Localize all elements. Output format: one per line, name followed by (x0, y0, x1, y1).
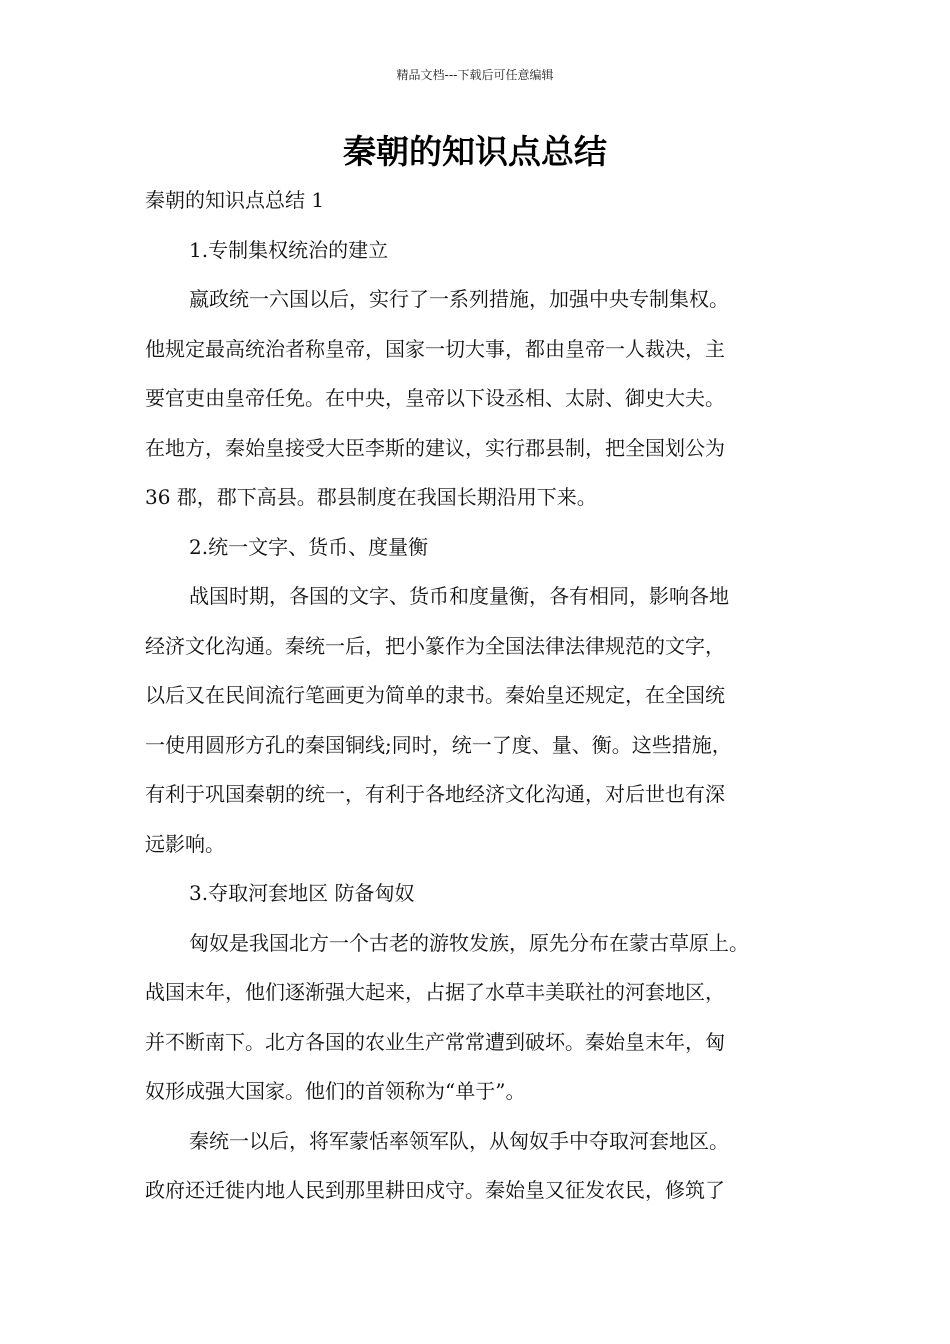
paragraph-line: 战国末年，他们逐渐强大起来，占据了水草丰美联社的河套地区， (145, 980, 725, 1004)
page-header: 精品文档---下载后可任意编辑 (396, 68, 554, 82)
paragraph-line: 匈奴是我国北方一个古老的游牧发族，原先分布在蒙古草原上。 (189, 930, 749, 955)
paragraph-line: 秦统一以后，将军蒙恬率领军队，从匈奴手中夺取河套地区。 (189, 1128, 729, 1153)
paragraph-line: 36 郡，郡下高县。郡县制度在我国长期沿用下来。 (145, 485, 597, 509)
paragraph-line: 嬴政统一六国以后，实行了一系列措施，加强中央专制集权。 (189, 287, 729, 311)
document-body (145, 182, 835, 1222)
paragraph-line: 要官吏由皇帝任免。在中央，皇帝以下设丞相、太尉、御史大夫。 (145, 386, 725, 410)
paragraph-line: 他规定最高统治者称皇帝，国家一切大事，都由皇帝一人裁决，主 (145, 336, 725, 361)
paragraph-line: 以后又在民间流行笔画更为简单的隶书。秦始皇还规定，在全国统 (145, 683, 725, 707)
paragraph-line: 奴形成强大国家。他们的首领称为“单于”。 (145, 1079, 526, 1103)
paragraph-line: 政府还迁徙内地人民到那里耕田戍守。秦始皇又征发农民，修筑了 (145, 1178, 725, 1202)
document-title: 秦朝的知识点总结 (343, 132, 607, 171)
paragraph-line: 并不断南下。北方各国的农业生产常常遭到破坏。秦始皇末年，匈 (145, 1029, 725, 1054)
paragraph-line: 2.统一文字、货币、度量衡 (189, 534, 429, 559)
paragraph-line: 有利于巩国秦朝的统一，有利于各地经济文化沟通，对后世也有深 (145, 782, 725, 806)
paragraph-line: 秦朝的知识点总结 1 (145, 188, 325, 212)
paragraph-line: 1.专制集权统治的建立 (189, 237, 389, 262)
paragraph-line: 远影响。 (145, 831, 225, 856)
paragraph-line: 战国时期，各国的文字、货币和度量衡，各有相同，影响各地 (189, 584, 729, 608)
paragraph-line: 在地方，秦始皇接受大臣李斯的建议，实行郡县制，把全国划公为 (145, 435, 725, 460)
paragraph-line: 3.夺取河套地区 防备匈奴 (189, 881, 415, 905)
paragraph-line: 一使用圆形方孔的秦国铜线;同时，统一了度、量、衡。这些措施， (145, 732, 732, 757)
paragraph-line: 经济文化沟通。秦统一后，把小篆作为全国法律法律规范的文字， (145, 633, 725, 658)
